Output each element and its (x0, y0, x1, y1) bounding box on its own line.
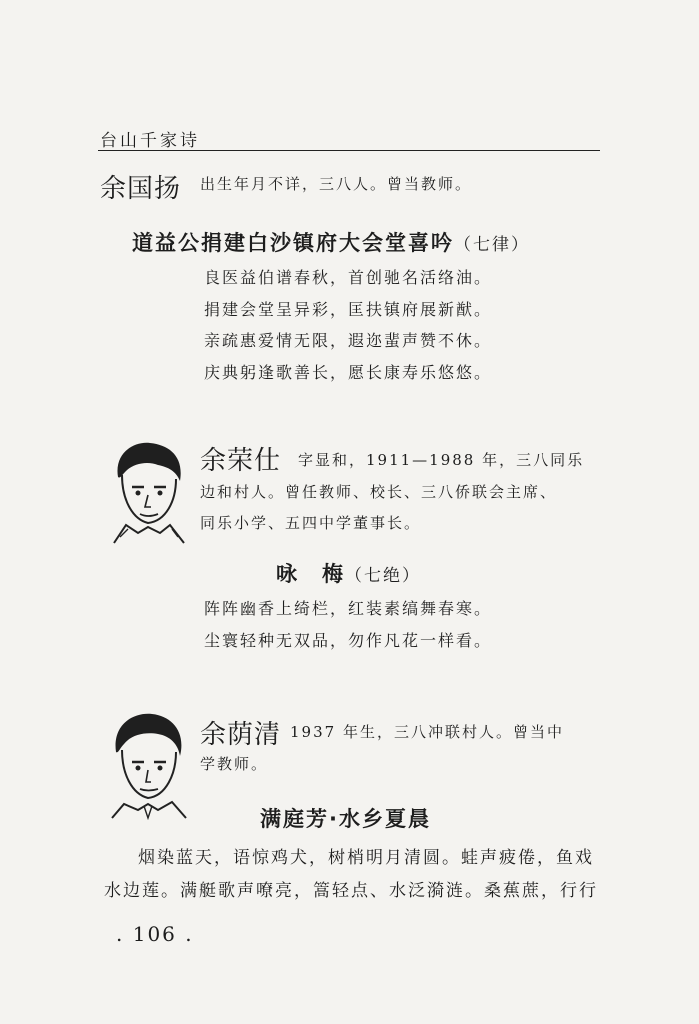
running-head: 台山千家诗 (100, 131, 200, 151)
poet-bio: 出生年月不详，三八人。曾当教师。 (200, 175, 473, 193)
poem-verse (204, 262, 492, 388)
poet-bio: 字显和，1911—1988 年，三八同乐 (298, 451, 585, 469)
verse-line: 庆典躬逢歌善长，愿长康寿乐悠悠。 (204, 362, 493, 382)
poet-bio: 边和村人。曾任教师、校长、三八侨联会主席、 (200, 483, 558, 501)
poem-title (132, 227, 530, 257)
header-rule (98, 150, 600, 151)
poem-title (276, 558, 421, 588)
verse-line: 阵阵幽香上绮栏，红装素缟舞春寒。 (204, 599, 493, 618)
poet-bio: 学教师。 (200, 755, 269, 773)
poem-verse (204, 593, 492, 656)
prose-line: 水边莲。满艇歌声嘹亮，篙轻点、水泛漪涟。桑蕉蔗，行行 (104, 881, 598, 901)
verse-line: 捐建会堂呈异彩，匡扶镇府展新猷。 (204, 299, 493, 319)
poet-name: 余荫清 (200, 720, 282, 750)
poet-bio: 1937 年生，三八冲联村人。曾当中 (290, 723, 564, 741)
poet-name: 余国扬 (100, 174, 182, 204)
poet-name: 余荣仕 (200, 446, 282, 476)
page-number: . 106 . (116, 922, 194, 946)
poem-form: （七律） (454, 235, 530, 255)
portrait-sketch (104, 437, 190, 545)
poem-form: （七绝） (345, 566, 421, 586)
poet-bio: 同乐小学、五四中学董事长。 (200, 514, 422, 532)
poem-prose (104, 842, 604, 908)
portrait-sketch (104, 710, 190, 820)
poem-title-text: 道益公捐建白沙镇府大会堂喜吟 (132, 231, 454, 255)
verse-line: 亲疏惠爱情无限，遐迩蜚声赞不休。 (204, 331, 493, 350)
prose-line: 烟染蓝天，语惊鸡犬，树梢明月清圆。蛙声疲倦，鱼戏 (138, 848, 594, 868)
poem-title: 满庭芳·水乡夏晨 (260, 807, 431, 831)
poem-title-text: 咏 梅 (276, 562, 345, 586)
verse-line: 尘寰轻种无双品，勿作凡花一样看。 (204, 630, 493, 650)
verse-line: 良医益伯谱春秋，首创驰名活络油。 (204, 268, 493, 287)
